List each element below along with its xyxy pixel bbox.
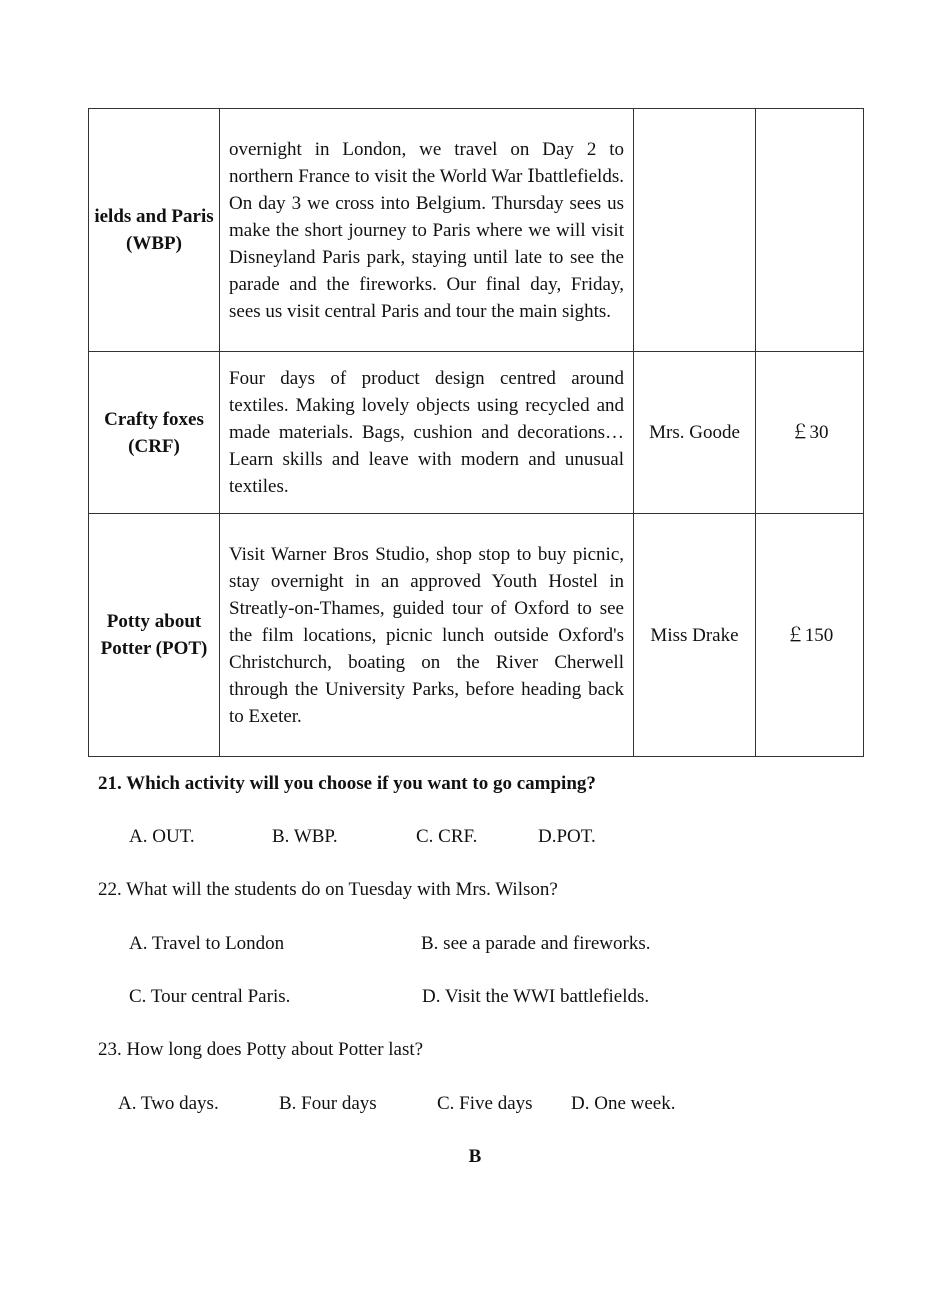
activity-description: overnight in London, we travel on Day 2 to northern France to visit the World War Ⅰbattlefields. On day 3 we cross into Belgium. Thursday sees us make the short journey to Paris where we will visit Disneyland Paris park, staying until late to see the parade and the fireworks. Our final day, Friday, sees us visit central Paris and tour the main sights. [220,109,634,352]
question-22: 22. What will the students do on Tuesday with Mrs. Wilson? [98,879,558,900]
activity-name: ields and Paris (WBP) [89,109,220,352]
q22-option-c: C. Tour central Paris. [129,986,291,1007]
q23-option-b: B. Four days [279,1093,377,1114]
question-23: 23. How long does Potty about Potter last? [98,1039,424,1060]
question-21: 21. Which activity will you choose if you want to go camping? [98,773,596,794]
section-heading: B [468,1146,482,1167]
q22-option-a: A. Travel to London [129,933,285,954]
activity-name: Crafty foxes (CRF) [89,352,220,514]
q23-option-a: A. Two days. [118,1093,219,1114]
table-row [89,109,864,352]
q22-option-d: D. Visit the WWI battlefields. [422,986,650,1007]
activity-price: ￡30 [756,352,864,514]
q21-option-a: A. OUT. [129,826,195,847]
q23-option-c: C. Five days [437,1093,533,1114]
activity-name: Potty about Potter (POT) [89,514,220,757]
activity-price [756,109,864,352]
activity-description: Visit Warner Bros Studio, shop stop to buy picnic, stay overnight in an approved Youth Hostel in Streatly-on-Thames, guided tour of Oxford to see the film locations, picnic lunch outside Oxford's Christchurch, boating on the River Cherwell through the University Parks, before heading back to Exeter. [220,514,634,757]
activity-leader: Miss Drake [634,514,756,757]
activities-table [88,108,864,757]
activity-description: Four days of product design centred around textiles. Making lovely objects using recycled and made materials. Bags, cushion and decorations… Learn skills and leave with modern and unusual textiles. [220,352,634,514]
activity-price: ￡150 [756,514,864,757]
q21-option-d: D.POT. [538,826,596,847]
q21-option-c: C. CRF. [416,826,478,847]
q22-option-b: B. see a parade and fireworks. [421,933,651,954]
table-row [89,514,864,757]
activity-leader [634,109,756,352]
activity-leader: Mrs. Goode [634,352,756,514]
table-row [89,352,864,514]
q23-option-d: D. One week. [571,1093,676,1114]
q21-option-b: B. WBP. [272,826,338,847]
